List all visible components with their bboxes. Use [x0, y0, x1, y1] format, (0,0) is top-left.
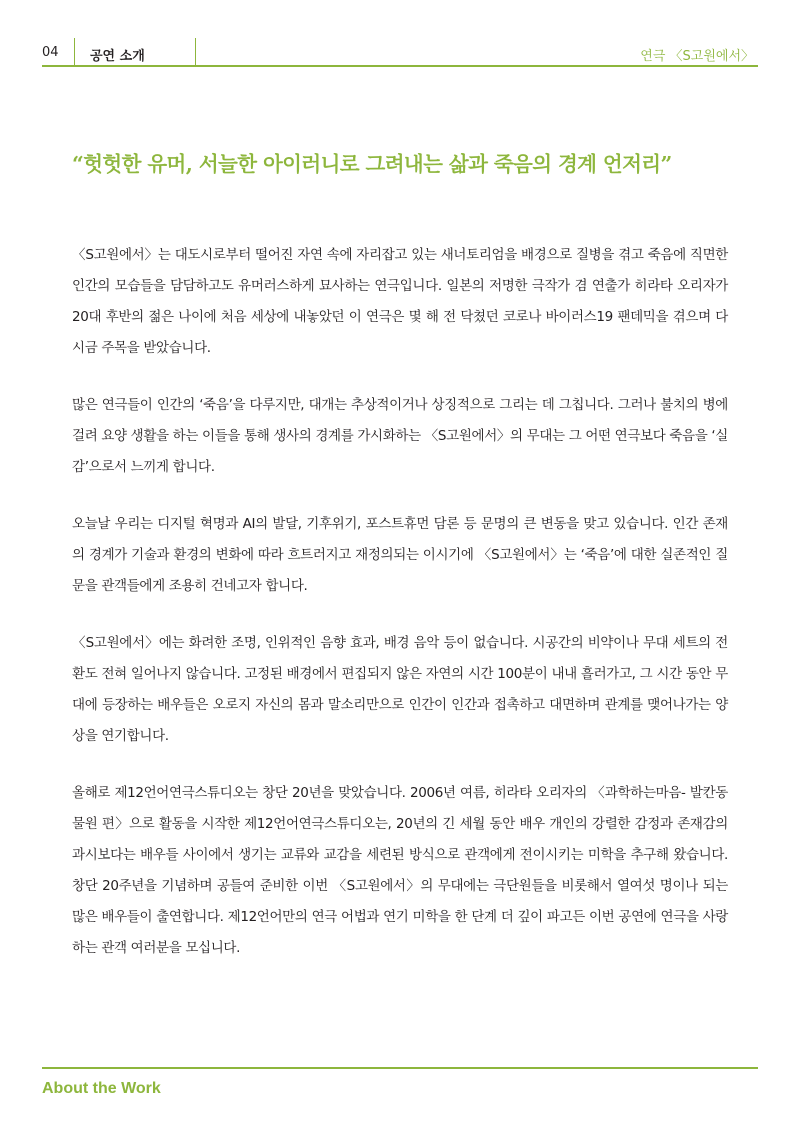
- header-divider: [195, 38, 196, 66]
- article-body: [72, 240, 728, 990]
- headline-quote: “헛헛한 유머, 서늘한 아이러니로 그려내는 삶과 죽음의 경계 언저리”: [72, 152, 672, 176]
- footer-rule: [42, 1067, 758, 1069]
- page-number: 04: [42, 45, 59, 60]
- page-header: [42, 38, 758, 66]
- section-title: 공연 소개: [90, 49, 145, 64]
- header-divider: [74, 38, 75, 66]
- production-title: 연극 〈S고원에서〉: [640, 49, 754, 64]
- body-paragraph: 〈S고원에서〉에는 화려한 조명, 인위적인 음향 효과, 배경 음악 등이 없습니다. 시공간의 비약이나 무대 세트의 전환도 전혀 일어나지 않습니다. 고정된 배경에서 편집되지 않은 자연의 시간 100분이 내내 흘러가고, 그 시간 동안 무대에 등장하는 배우들은 오로지 자신의 몸과 말소리만으로 인간이 인간과 접촉하고 대면하며 관계를 맺어나가는 양상을 연기합니다.: [72, 635, 728, 744]
- body-paragraph: 많은 연극들이 인간의 ‘죽음’을 다루지만, 대개는 추상적이거나 상징적으로 그리는 데 그칩니다. 그러나 불치의 병에 걸려 요양 생활을 하는 이들을 통해 생사의 경계를 가시화하는 〈S고원에서〉의 무대는 그 어떤 연극보다 죽음을 ‘실감’으로서 느끼게 합니다.: [72, 397, 728, 475]
- body-paragraph: 오늘날 우리는 디지털 혁명과 AI의 발달, 기후위기, 포스트휴먼 담론 등 문명의 큰 변동을 맞고 있습니다. 인간 존재의 경계가 기술과 환경의 변화에 따라 흐트러지고 재정의되는 이시기에 〈S고원에서〉는 ‘죽음’에 대한 실존적인 질문을 관객들에게 조용히 건네고자 합니다.: [72, 516, 728, 594]
- footer-label: About the Work: [42, 1080, 161, 1097]
- body-paragraph: 〈S고원에서〉는 대도시로부터 떨어진 자연 속에 자리잡고 있는 새너토리엄을 배경으로 질병을 겪고 죽음에 직면한 인간의 모습들을 담담하고도 유머러스하게 묘사하는 연극입니다. 일본의 저명한 극작가 겸 연출가 히라타 오리자가 20대 후반의 젊은 나이에 처음 세상에 내놓았던 이 연극은 몇 해 전 닥쳤던 코로나 바이러스19 팬데믹을 겪으며 다시금 주목을 받았습니다.: [72, 247, 728, 356]
- header-rule: [42, 65, 758, 67]
- body-paragraph: 올해로 제12언어연극스튜디오는 창단 20년을 맞았습니다. 2006년 여름, 히라타 오리자의 〈과학하는마음- 발칸동물원 편〉으로 활동을 시작한 제12언어연극스튜디오는, 20년의 긴 세월 동안 배우 개인의 강렬한 감정과 존재감의 과시보다는 배우들 사이에서 생기는 교류와 교감을 세련된 방식으로 관객에게 전이시키는 미학을 추구해 왔습니다. 창단 20주년을 기념하며 공들여 준비한 이번 〈S고원에서〉의 무대에는 극단원들을 비롯해서 열여섯 명이나 되는 많은 배우들이 출연합니다. 제12언어만의 연극 어법과 연기 미학을 한 단계 더 깊이 파고든 이번 공연에 연극을 사랑하는 관객 여러분을 모십니다.: [72, 785, 728, 956]
